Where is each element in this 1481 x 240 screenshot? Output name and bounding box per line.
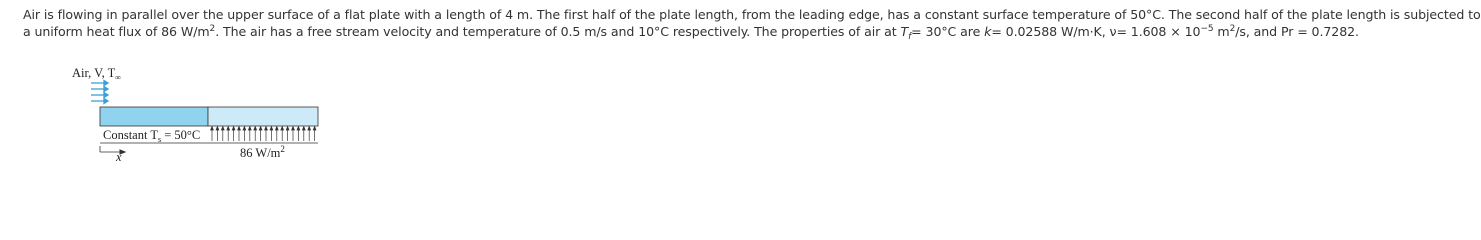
air-label-subscript: ∞ [115, 73, 121, 82]
heat-flux-arrowhead [308, 127, 311, 131]
heat-flux-arrowhead [216, 127, 219, 131]
heat-flux-arrowhead [254, 127, 257, 131]
problem-text: a uniform heat flux of 86 W/m [23, 24, 210, 39]
heat-flux-arrowhead [259, 127, 262, 131]
problem-line-2 [23, 23, 1359, 42]
heat-flux-arrowhead [281, 127, 284, 131]
heat-flux-arrowhead [265, 127, 268, 131]
surface-temperature-label [103, 128, 200, 143]
heat-flux-arrowhead [238, 127, 241, 131]
problem-text: /s, and Pr = 0.7282. [1235, 24, 1359, 39]
surface-label-value: = 50°C [161, 128, 201, 142]
problem-text: m [1213, 24, 1230, 39]
heat-flux-arrowhead [211, 127, 214, 131]
conductivity-symbol: k [984, 24, 992, 39]
film-temperature-symbol: T [900, 24, 909, 39]
air-label [72, 66, 121, 81]
heat-flux-arrowhead [221, 127, 224, 131]
airflow-arrows [91, 81, 108, 104]
heat-flux-arrowhead [227, 127, 230, 131]
heat-flux-arrowhead [275, 127, 278, 131]
x-axis-label: x [116, 150, 122, 164]
surface-label-subscript: s [157, 135, 162, 144]
plate-diagram [60, 60, 360, 169]
air-label-text: Air, V, T [72, 66, 116, 80]
heat-flux-section [208, 107, 318, 126]
problem-text: = 30°C are [911, 24, 985, 39]
problem-text: = 1.608 × 10 [1116, 24, 1201, 39]
superscript: −5 [1200, 24, 1214, 34]
heat-flux-arrowhead [270, 127, 273, 131]
heat-flux-label [240, 146, 285, 161]
heat-flux-arrowhead [286, 127, 289, 131]
heat-flux-text: 86 W/m [240, 146, 281, 160]
heat-flux-arrowhead [248, 127, 251, 131]
subscript: f [908, 32, 912, 42]
heat-flux-arrowhead [243, 127, 246, 131]
heat-flux-arrowhead [292, 127, 295, 131]
problem-text: = 0.02588 W/m·K, [991, 24, 1110, 39]
heat-flux-arrowhead [313, 127, 316, 131]
heat-flux-superscript: 2 [280, 144, 285, 154]
superscript: 2 [1229, 24, 1236, 34]
heat-flux-arrows [211, 127, 316, 142]
problem-text: . The air has a free stream velocity and temperature of 0.5 m/s and 10°C respectively. The properties of air at [215, 24, 901, 39]
problem-line-1: Air is flowing in parallel over the upper surface of a flat plate with a length of 4 m. The first half of the plate length, from the leading edge, has a constant surface temperature of 50°C. The second half of the plate length is subjected to [23, 7, 1481, 22]
isothermal-section [100, 107, 208, 126]
problem-statement [23, 6, 1481, 42]
heat-flux-arrowhead [302, 127, 305, 131]
superscript: 2 [209, 24, 216, 34]
heat-flux-arrowhead [232, 127, 235, 131]
viscosity-symbol: ν [1109, 24, 1117, 39]
heat-flux-arrowhead [297, 127, 300, 131]
surface-label-text: Constant T [103, 128, 158, 142]
